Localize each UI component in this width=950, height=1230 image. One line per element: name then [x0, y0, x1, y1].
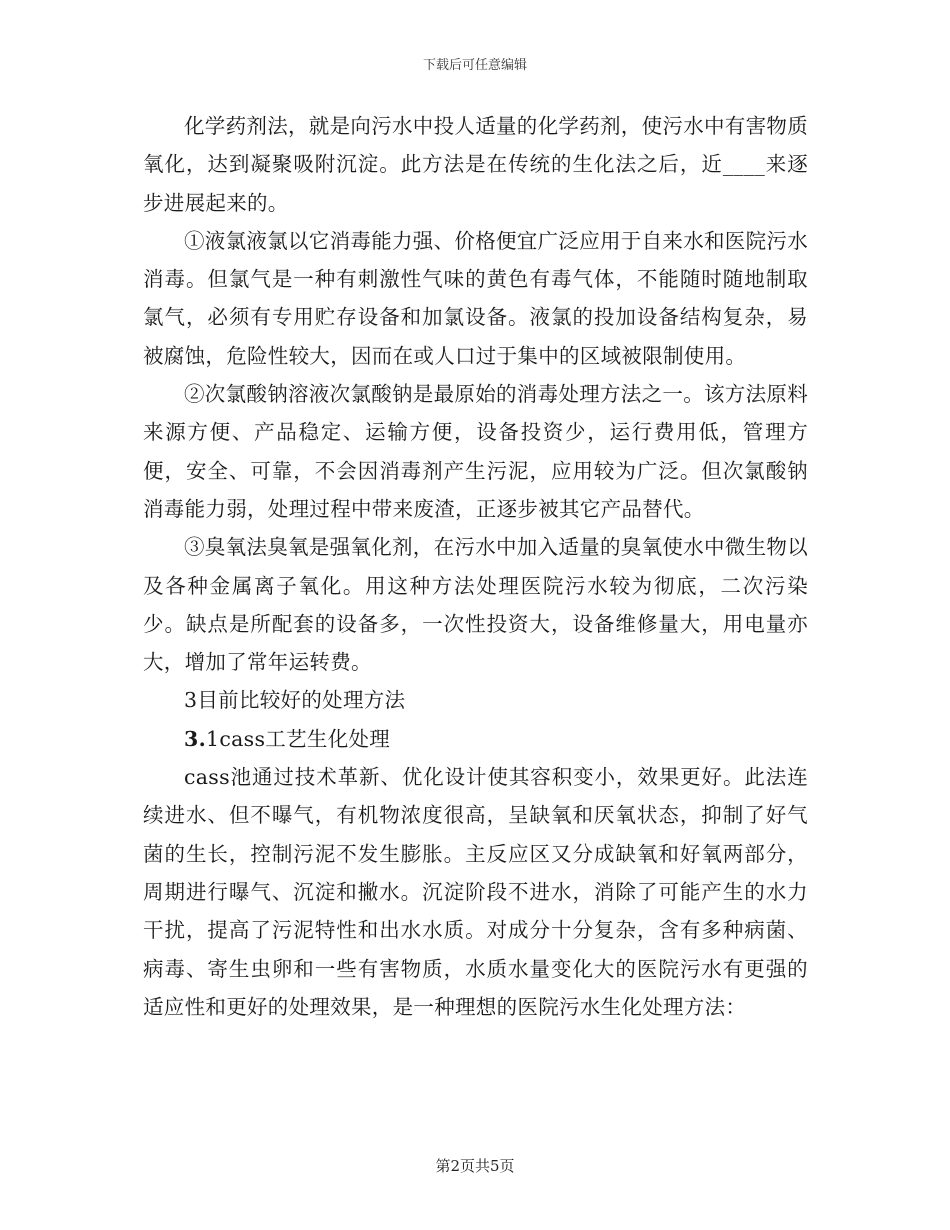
page-header: 下载后可任意编辑: [422, 58, 527, 73]
paragraph-liquid-chlorine: ①液氯液氯以它消毒能力强、价格便宜广泛应用于自来水和医院污水消毒。但氯气是一种有刺激性气味的黄色有毒气体，不能随时随地制取氯气，必须有专用贮存设备和加氯设备。液氯的投加设备结构复杂，易被腐蚀，危险性较大，因而在或人口过于集中的区域被限制使用。: [143, 228, 808, 368]
paragraph-cass: cass池通过技术革新、优化设计使其容积变小，效果更好。此法连续进水、但不曝气，有机物浓度很高，呈缺氧和厌氧状态，抑制了好气菌的生长，控制污泥不发生膨胀。主反应区又分成缺氧和好氧两部分，周期进行曝气、沉淀和撇水。沉淀阶段不进水，消除了可能产生的水力干扰，提高了污泥特性和出水水质。对成分十分复杂，含有多种病菌、病毒、寄生虫卵和一些有害物质，水质水量变化大的医院污水有更强的适应性和更好的处理效果，是一种理想的医院污水生化处理方法：: [143, 765, 808, 1019]
paragraph-chemical-method: 化学药剂法，就是向污水中投人适量的化学药剂，使污水中有害物质氧化，达到凝聚吸附沉淀。此方法是在传统的生化法之后，近____来逐步进展起来的。: [143, 114, 808, 215]
heading-text: 1cass工艺生化处理: [206, 726, 391, 751]
heading-number: 3.: [184, 726, 207, 751]
section-heading-3: 3目前比较好的处理方法: [184, 688, 406, 713]
paragraph-ozone: ③臭氧法臭氧是强氧化剂，在污水中加入适量的臭氧使水中微生物以及各种金属离子氧化。用这种方法处理医院污水较为彻底，二次污染少。缺点是所配套的设备多，一次性投资大，设备维修量大，用电量亦大，增加了常年运转费。: [143, 535, 808, 675]
section-heading-3-1: [143, 720, 808, 758]
page-footer: 第2页共5页: [435, 1157, 515, 1175]
document-body: [143, 107, 808, 1026]
paragraph-sodium-hypochlorite: ②次氯酸钠溶液次氯酸钠是最原始的消毒处理方法之一。该方法原料来源方便、产品稳定、运输方便，设备投资少，运行费用低，管理方便，安全、可靠，不会因消毒剂产生污泥，应用较为广泛。但次氯酸钠消毒能力弱，处理过程中带来废渣，正逐步被其它产品替代。: [143, 382, 808, 521]
